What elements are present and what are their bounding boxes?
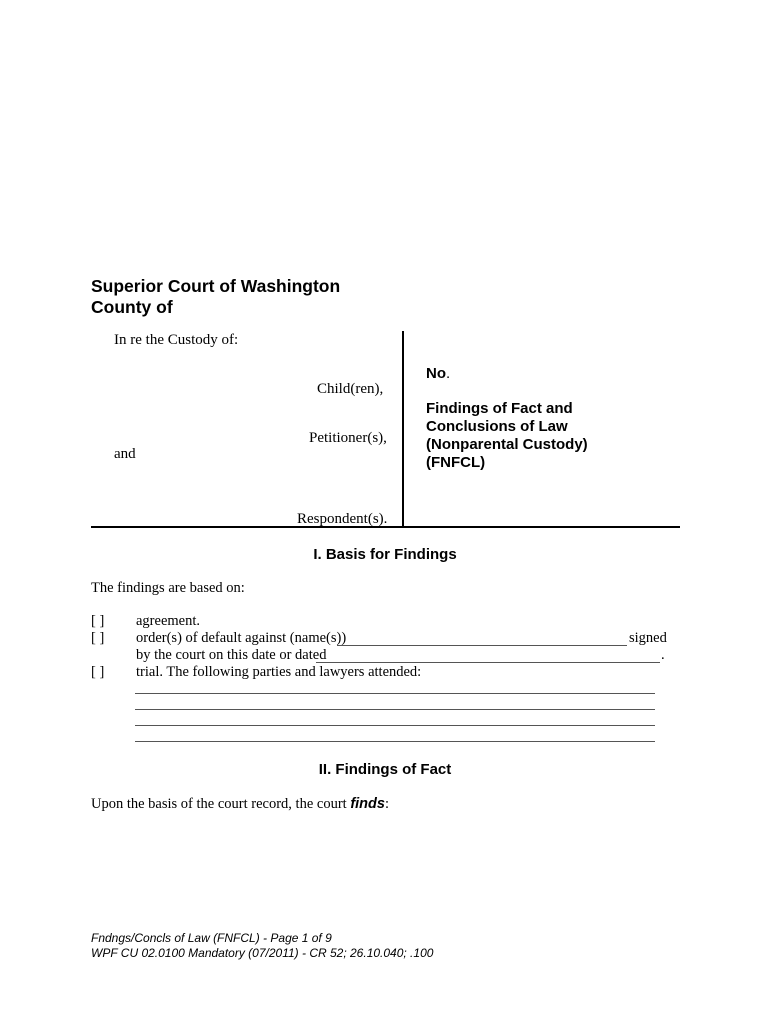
option-default-end: .: [661, 647, 665, 663]
option-default-label: order(s) of default against (name(s)): [136, 630, 347, 646]
default-names-blank[interactable]: [337, 645, 627, 646]
document-title: [426, 400, 588, 472]
section-1-heading: I. Basis for Findings: [313, 546, 457, 563]
trial-attendees-blank[interactable]: [135, 709, 655, 710]
trial-attendees-blank[interactable]: [135, 693, 655, 694]
petitioners-label: Petitioner(s),: [309, 430, 387, 446]
section-2-intro: [91, 796, 389, 813]
case-number-text: No: [426, 365, 446, 382]
section-2-intro-emphasis: finds: [350, 796, 385, 812]
caption-divider-vertical: [402, 331, 404, 527]
in-re-label: In re the Custody of:: [114, 332, 239, 348]
caption-divider-horizontal: [91, 526, 680, 528]
section-2-intro-colon: :: [384, 796, 389, 812]
checkbox-trial[interactable]: [ ]: [91, 664, 105, 680]
document-title-line: (FNFCL): [426, 454, 486, 471]
trial-attendees-blank[interactable]: [135, 725, 655, 726]
court-name: Superior Court of Washington: [91, 276, 341, 296]
checkbox-default[interactable]: [ ]: [91, 630, 105, 646]
section-2-heading: II. Findings of Fact: [318, 761, 452, 778]
respondents-label: Respondent(s).: [297, 511, 388, 527]
checkbox-agreement[interactable]: [ ]: [91, 613, 105, 629]
option-default-signed: signed: [629, 630, 667, 646]
section-1-intro: The findings are based on:: [91, 580, 245, 596]
section-2-intro-text: Upon the basis of the court record, the court: [91, 796, 351, 812]
children-label: Child(ren),: [317, 381, 384, 397]
footer-form-info: WPF CU 02.0100 Mandatory (07/2011) - CR 52; 26.10.040; .100: [91, 946, 434, 960]
footer-page-info: Fndngs/Concls of Law (FNFCL) - Page 1 of 9: [91, 931, 332, 945]
document-title-line: Findings of Fact and: [426, 400, 573, 417]
and-label: and: [114, 446, 136, 462]
document-title-line: Conclusions of Law: [426, 418, 568, 435]
default-date-blank[interactable]: [316, 662, 660, 663]
option-default-date-label: by the court on this date or dated: [136, 647, 327, 663]
option-agreement-label: agreement.: [136, 613, 201, 629]
case-number-dot: .: [446, 365, 451, 382]
option-trial-label: trial. The following parties and lawyers attended:: [136, 664, 422, 680]
document-title-line: (Nonparental Custody): [426, 436, 588, 453]
trial-attendees-blank[interactable]: [135, 741, 655, 742]
county-name: County of: [91, 297, 173, 317]
case-number-label: [426, 365, 450, 383]
